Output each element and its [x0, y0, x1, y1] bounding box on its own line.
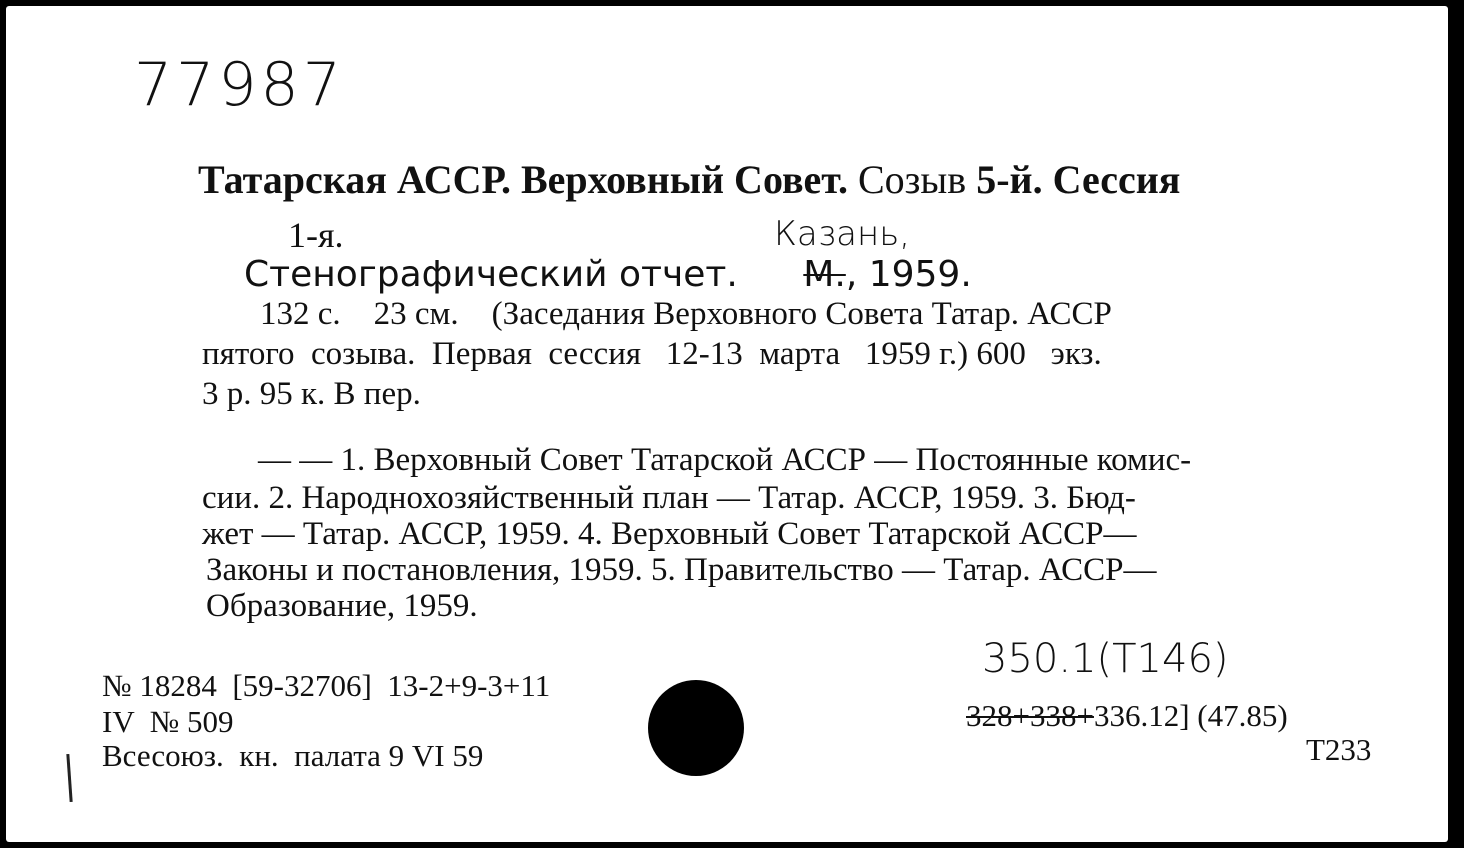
handwritten-classification: 350.1(Т146) [982, 636, 1229, 682]
description-line-3: 3 р. 95 к. В пер. [202, 376, 421, 412]
subtitle: Стенографический отчет. [244, 254, 738, 295]
classification-tail: 336.12] (47.85) [1093, 698, 1288, 733]
footer-line-3: Всесоюз. кн. палата 9 VI 59 [102, 738, 484, 773]
subtitle-line [244, 254, 972, 295]
place-struck: М. [803, 254, 846, 295]
description-line-1: 132 с. 23 см. (Заседания Верховного Совета Татар. АССР [260, 296, 1112, 332]
subject-line-1: — — 1. Верховный Совет Татарской АССР — Постоянные комис- [258, 442, 1192, 478]
heading-part1: Татарская АССР. Верховный Совет. [198, 157, 848, 202]
classification-struck: 328+338+ [966, 698, 1094, 733]
subject-line-3: жет — Татар. АССР, 1959. 4. Верховный Совет Татарской АССР— [202, 516, 1137, 552]
classification-line [966, 698, 1288, 734]
handwritten-number: 77987 [134, 50, 345, 120]
subject-line-4: Законы и постановления, 1959. 5. Правительство — Татар. АССР— [206, 552, 1157, 588]
heading [198, 156, 1180, 203]
catalog-code: Т233 [1306, 732, 1372, 767]
footer-line-1: № 18284 [59-32706] 13-2+9-3+11 [102, 668, 551, 703]
punch-hole [648, 680, 744, 776]
footer-line-2: IV № 509 [102, 704, 234, 739]
year: , 1959. [845, 254, 972, 295]
subject-line-5: Образование, 1959. [206, 588, 478, 624]
handwritten-city: Казань, [774, 214, 911, 254]
heading-continuation: 1-я. [288, 215, 344, 255]
catalog-card [6, 6, 1448, 842]
subject-line-2: сии. 2. Народнохозяйственный план — Татар. АССР, 1959. 3. Бюд- [202, 480, 1136, 516]
heading-part3: 5-й. Сессия [976, 157, 1181, 202]
pencil-mark [66, 754, 72, 802]
heading-part2: Созыв [857, 157, 967, 202]
description-line-2: пятого созыва. Первая сессия 12-13 марта 1959 г.) 600 экз. [202, 336, 1102, 372]
